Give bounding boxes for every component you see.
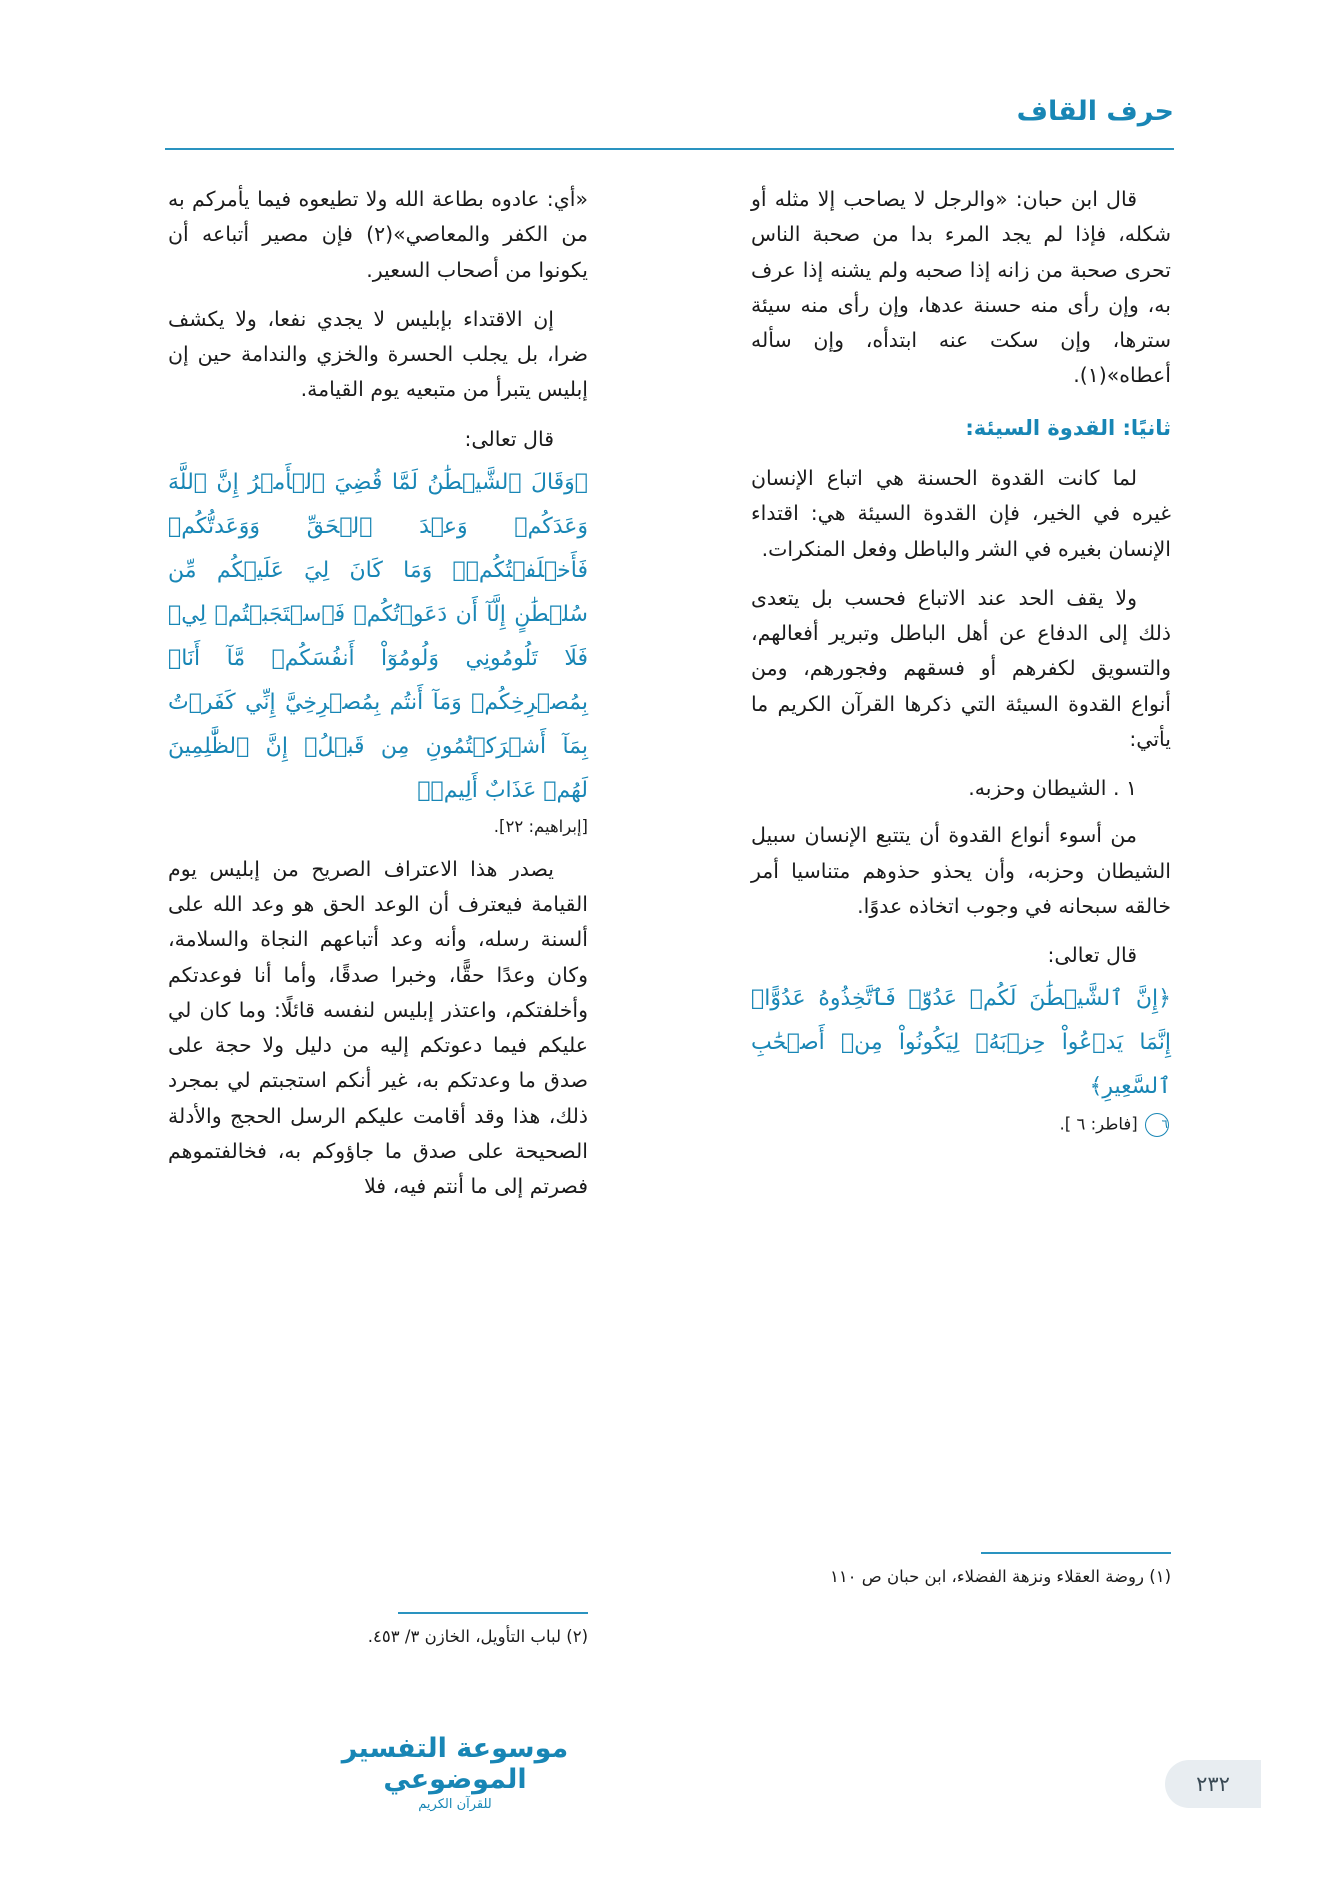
verse-source-reference (751, 1113, 1171, 1137)
section-subheading: ثانيًا: القدوة السيئة: (965, 415, 1171, 440)
ayah-intro: قال تعالى: (1047, 943, 1137, 968)
paragraph: لما كانت القدوة الحسنة هي اتباع الإنسان غيره في الخير، فإن القدوة السيئة هي: اقتداء الإنسان بغيره في الشر والباطل وفعل المنكرات. (751, 466, 1171, 561)
header-divider (165, 148, 1174, 150)
publisher-logo (325, 1733, 585, 1812)
column-left (168, 182, 588, 1218)
footnote-divider (981, 1552, 1171, 1554)
list-item: ١ . الشيطان وحزبه. (968, 776, 1137, 801)
footnote-text: (١) روضة العقلاء ونزهة الفضلاء، ابن حبان ص ١١٠ (829, 1566, 1171, 1586)
paragraph: من أسوء أنواع القدوة أن يتتبع الإنسان سبيل الشيطان وحزبه، وأن يحذو حذوهم متناسيا أمر خالقه سبحانه في وجوب اتخاذه عدوًا. (751, 823, 1171, 918)
quran-verse: ﴿إِنَّ ٱلشَّيۡطَٰنَ لَكُمۡ عَدُوّٞ فَٱتَّخِذُوهُ عَدُوًّاۚ إِنَّمَا يَدۡعُواْ حِزۡبَهُۥ لِيَكُونُواْ مِنۡ أَصۡحَٰبِ ٱلسَّعِيرِ﴾ (751, 986, 1171, 1100)
quran-verse: ﴿وَقَالَ ٱلشَّيۡطَٰنُ لَمَّا قُضِيَ ٱلۡأَمۡرُ إِنَّ ٱللَّهَ وَعَدَكُمۡ وَعۡدَ ٱلۡحَقِّ وَوَعَدتُّكُمۡ فَأَخۡلَفۡتُكُمۡۖ وَمَا كَانَ لِيَ عَلَيۡكُم مِّن سُلۡطَٰنٍ إِلَّآ أَن دَعَوۡتُكُمۡ فَٱسۡتَجَبۡتُمۡ لِيۖ فَلَا تَلُومُونِي وَلُومُوٓاْ أَنفُسَكُمۖ مَّآ أَنَا۠ بِمُصۡرِخِكُمۡ وَمَآ أَنتُم بِمُصۡرِخِيَّ إِنِّي كَفَرۡتُ بِمَآ أَشۡرَكۡتُمُونِ مِن قَبۡلُۗ إِنَّ ٱلظَّٰلِمِينَ لَهُمۡ عَذَابٌ أَلِيمٞ﴾ (168, 469, 588, 803)
ayah-intro: قال تعالى: (464, 426, 554, 451)
ayah-number-marker: ٦ (1145, 1113, 1169, 1137)
paragraph: إن الاقتداء بإبليس لا يجدي نفعا، ولا يكشف ضرا، بل يجلب الحسرة والخزي والندامة حين إن إبليس يتبرأ من متبعيه يوم القيامة. (168, 306, 588, 402)
paragraph: ولا يقف الحد عند الاتباع فحسب بل يتعدى ذلك إلى الدفاع عن أهل الباطل وتبرير أفعالهم، والتسويق لكفرهم أو فسقهم وفجورهم، ومن أنواع القدوة السيئة التي ذكرها القرآن الكريم ما يأتي: (751, 585, 1171, 751)
publisher-logo-subtitle: للقرآن الكريم (418, 1797, 492, 1812)
page-number-badge: ٢٣٢ (1165, 1760, 1261, 1808)
column-right (751, 182, 1171, 1153)
footnote-divider (398, 1612, 588, 1614)
footnote-text: (٢) لباب التأويل، الخازن ٣/ ٤٥٣. (367, 1626, 588, 1646)
publisher-logo-title: موسوعة التفسير الموضوعي (341, 1732, 569, 1795)
paragraph: يصدر هذا الاعتراف الصريح من إبليس يوم القيامة فيعترف أن الوعد الحق هو وعد الله على ألسنة رسله، وأنه وعد أتباعهم النجاة والسلامة، وكان وعدًا حقًّا، وخبرا صدقًا، وأما أنا فوعدتكم وأخلفتكم، واعتذر إبليس لنفسه قائلًا: وما كان لي عليكم فيما دعوتكم إليه من دليل ولا حجة على صدق ما وعدتكم به، غير أنكم استجبتم لي بمجرد ذلك، هذا وقد أقامت عليكم الرسل الحجج والأدلة الصحيحة على صدق ما جاؤوكم به، فخالفتموهم فصرتم إلى ما أنتم فيه، فلا (168, 856, 588, 1198)
verse-source-reference: [إبراهيم: ٢٢]. (493, 816, 588, 836)
footnote-block-right (751, 1552, 1171, 1590)
paragraph: «أي: عادوه بطاعة الله ولا تطيعوه فيما يأمركم به من الكفر والمعاصي»(٢) فإن مصير أتباعه أن يكونوا من أصحاب السعير. (168, 187, 588, 282)
verse-source-text: [فاطر: ٦ ]. (1059, 1114, 1138, 1134)
footnote-block-left (168, 1612, 588, 1650)
paragraph: قال ابن حبان: «والرجل لا يصاحب إلا مثله أو شكله، فإذا لم يجد المرء بدا من صحبة الناس تحرى صحبة من زانه إذا صحبه ولم يشنه إذا عرف به، وإن رأى منه حسنة عدها، وإن رأى منه سيئة سترها، وإن سكت عنه ابتدأه، وإن سأله أعطاه»(١). (751, 187, 1171, 388)
page-header (165, 96, 1174, 158)
page-header-title: حرف القاف (1016, 96, 1174, 127)
